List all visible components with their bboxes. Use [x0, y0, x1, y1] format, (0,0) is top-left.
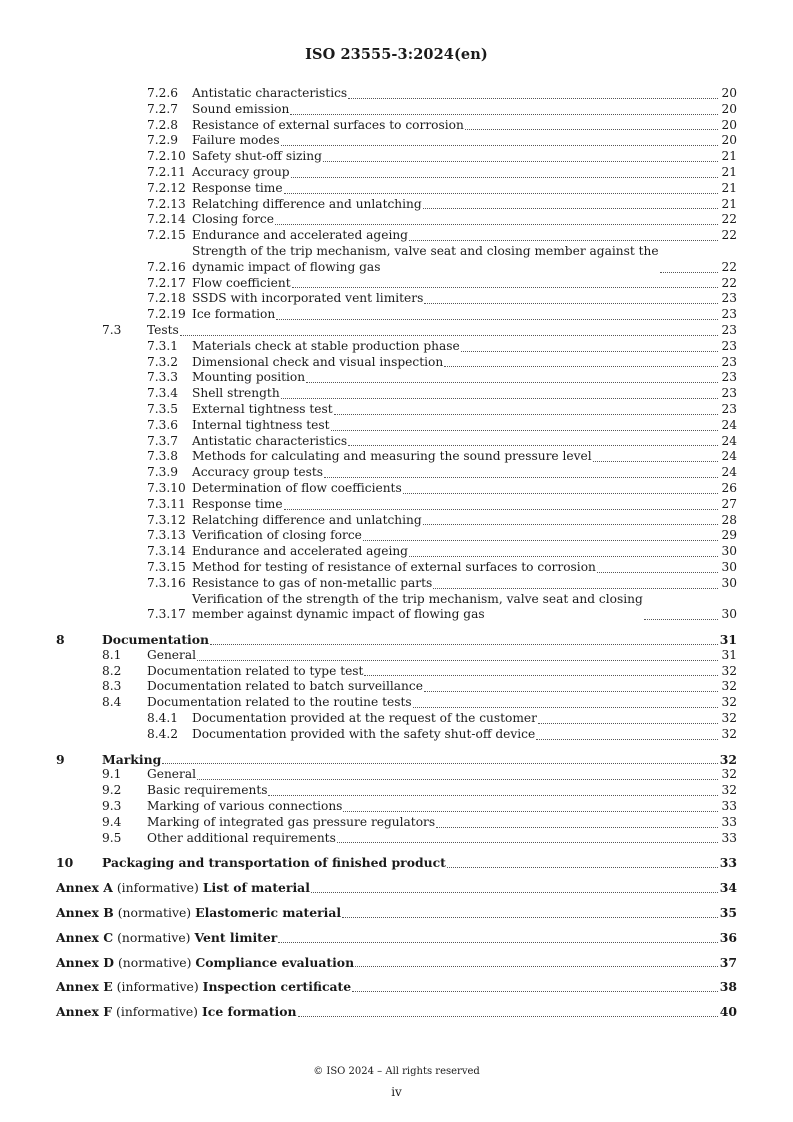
dot-leader	[276, 318, 718, 320]
toc-entry-title	[192, 592, 643, 624]
toc-entry[interactable]	[56, 752, 737, 768]
toc-entry-page: 24	[721, 433, 737, 448]
toc-entry[interactable]	[56, 402, 737, 418]
toc-entry-page: 27	[721, 496, 737, 511]
toc-entry[interactable]	[56, 528, 737, 544]
toc-entry-number: 7.2.12	[147, 180, 186, 195]
toc-entry-page: 33	[721, 830, 737, 845]
toc-entry-title: Marking	[102, 751, 162, 767]
toc-entry-title: Endurance and accelerated ageing	[192, 228, 408, 243]
toc-entry-number: 7.2.6	[147, 86, 179, 100]
annex-type: (normative)	[117, 929, 191, 945]
toc-entry-title: Relatching difference and unlatching	[192, 512, 422, 527]
dot-leader	[423, 207, 718, 209]
dot-leader	[364, 674, 718, 676]
toc-entry-number: 9.1	[102, 767, 122, 782]
toc-entry-number: 7.3.11	[147, 496, 186, 511]
toc-entry-title: Ice formation	[202, 1004, 297, 1020]
annex-label: Annex B	[56, 905, 114, 921]
toc-entry-page: 33	[721, 814, 737, 829]
toc-entry-number: 8.4	[102, 695, 122, 710]
toc-entry[interactable]	[56, 133, 737, 149]
page-number: iv	[391, 1085, 402, 1099]
toc-annex-entry[interactable]	[56, 955, 737, 971]
toc-entry[interactable]	[56, 664, 737, 680]
toc-entry[interactable]	[56, 815, 737, 831]
toc-entry-number: 7.3.6	[147, 417, 179, 432]
toc-entry-title: List of material	[202, 880, 310, 896]
toc-entry-title: Materials check at stable production phase	[192, 338, 460, 353]
toc-entry-number: 7.2.7	[147, 101, 179, 116]
toc-entry-page: 24	[721, 449, 737, 464]
toc-entry[interactable]	[56, 212, 737, 228]
dot-leader	[284, 192, 718, 194]
toc-entry-page: 32	[721, 711, 737, 726]
dot-leader	[323, 160, 718, 162]
toc-entry-title: Closing force	[192, 212, 274, 227]
toc-entry-title: Response time	[192, 496, 283, 511]
toc-entry[interactable]	[56, 481, 737, 497]
toc-entry[interactable]	[56, 560, 737, 576]
toc-entry-page: 37	[719, 954, 737, 970]
toc-entry-number: 8	[56, 632, 65, 648]
toc-entry-page: 23	[721, 370, 737, 385]
dot-leader	[424, 302, 718, 304]
toc-entry-page: 21	[721, 164, 737, 179]
toc-entry-page: 20	[721, 133, 737, 148]
toc-entry-number: 7.2.15	[147, 228, 186, 243]
toc-entry-page: 23	[721, 338, 737, 353]
toc-entry-page: 22	[721, 275, 737, 290]
toc-entry-page: 23	[721, 401, 737, 416]
toc-entry-page: 33	[721, 799, 737, 814]
toc-entry[interactable]	[56, 339, 737, 355]
dot-leader	[268, 794, 718, 796]
table-of-contents	[56, 86, 737, 1020]
toc-entry-page: 23	[721, 291, 737, 306]
toc-entry[interactable]	[56, 799, 737, 815]
toc-entry-title-line: Verification of the strength of the trip mechanism, valve seat and closing	[192, 591, 643, 606]
toc-entry-page: 29	[721, 528, 737, 543]
toc-entry-page: 30	[721, 575, 737, 590]
toc-annex-entry[interactable]	[56, 930, 737, 946]
dot-leader	[298, 1015, 718, 1017]
toc-entry-title: Accuracy group tests	[192, 465, 323, 480]
dot-leader	[536, 738, 718, 740]
toc-entry[interactable]	[56, 276, 737, 292]
toc-entry-page: 30	[721, 607, 737, 622]
dot-leader	[348, 97, 718, 99]
dot-leader	[538, 722, 718, 724]
dot-leader	[291, 176, 718, 178]
toc-entry-title: Packaging and transportation of finished product	[102, 855, 446, 871]
toc-entry-number: 7.2.13	[147, 196, 186, 211]
toc-entry-page: 30	[721, 544, 737, 559]
toc-entry-number: 7.3.7	[147, 433, 179, 448]
toc-entry[interactable]	[56, 118, 737, 134]
toc-entry-page: 35	[719, 905, 737, 921]
toc-entry[interactable]	[56, 592, 737, 624]
toc-entry-title: External tightness test	[192, 401, 333, 416]
dot-leader	[311, 891, 718, 893]
toc-entry-page: 23	[721, 386, 737, 401]
toc-entry-page: 32	[721, 726, 737, 741]
toc-entry[interactable]	[56, 727, 737, 743]
toc-entry[interactable]	[56, 648, 737, 664]
toc-entry-page: 20	[721, 86, 737, 100]
toc-entry-number: 7.3.1	[147, 338, 179, 353]
toc-entry-title: Ice formation	[192, 307, 276, 322]
dot-leader	[660, 271, 718, 273]
toc-entry-title: Response time	[192, 180, 283, 195]
toc-entry-number: 7.3.10	[147, 480, 186, 495]
toc-entry[interactable]	[56, 370, 737, 386]
toc-entry-page: 33	[719, 855, 737, 871]
toc-entry-number: 10	[56, 855, 74, 871]
toc-entry-title: Determination of flow coefficients	[192, 480, 402, 495]
toc-entry[interactable]	[56, 497, 737, 513]
toc-entry[interactable]	[56, 181, 737, 197]
toc-entry[interactable]	[56, 386, 737, 402]
toc-entry-title: Resistance of external surfaces to corrosion	[192, 117, 464, 132]
toc-entry[interactable]	[56, 307, 737, 323]
toc-entry-page: 21	[721, 149, 737, 164]
dot-leader	[352, 990, 718, 992]
toc-entry-number: 8.2	[102, 663, 122, 678]
toc-entry-number: 7.3.8	[147, 449, 179, 464]
dot-leader	[197, 778, 718, 780]
toc-entry-number: 7.3.14	[147, 544, 186, 559]
toc-entry-page: 32	[721, 679, 737, 694]
dot-leader	[278, 941, 718, 943]
toc-entry-number: 9.4	[102, 814, 122, 829]
toc-entry-number: 7.3.15	[147, 559, 186, 574]
toc-entry-title: Basic requirements	[147, 783, 268, 798]
annex-label: Annex F	[56, 1004, 113, 1020]
toc-entry-page: 40	[719, 1004, 737, 1020]
dot-leader	[644, 618, 718, 620]
toc-entry-number: 8.3	[102, 679, 122, 694]
dot-leader	[355, 965, 718, 967]
dot-leader	[334, 413, 718, 415]
annex-label: Annex C	[56, 929, 114, 945]
toc-entry-page: 28	[721, 512, 737, 527]
dot-leader	[403, 492, 718, 494]
toc-entry-number: 9.2	[102, 783, 122, 798]
toc-entry-title: Accuracy group	[192, 164, 290, 179]
toc-entry-number: 7.3.13	[147, 528, 186, 543]
toc-entry-title: Tests	[147, 322, 179, 337]
dot-leader	[597, 571, 718, 573]
toc-entry-number: 8.4.2	[147, 726, 179, 741]
dot-leader	[292, 286, 718, 288]
toc-entry-title: Marking of integrated gas pressure regulators	[147, 814, 436, 829]
toc-entry[interactable]	[56, 244, 737, 276]
dot-leader	[409, 555, 718, 557]
toc-entry-page: 32	[721, 767, 737, 782]
dot-leader	[465, 128, 718, 130]
dot-leader	[331, 429, 718, 431]
toc-entry-title: Shell strength	[192, 386, 280, 401]
toc-entry-page: 23	[721, 322, 737, 337]
annex-type: (informative)	[116, 880, 199, 896]
toc-entry[interactable]	[56, 102, 737, 118]
annex-type: (informative)	[116, 1004, 199, 1020]
toc-entry-title: Dimensional check and visual inspection	[192, 354, 444, 369]
toc-entry-number: 7.3.12	[147, 512, 186, 527]
toc-entry-page: 38	[719, 979, 737, 995]
toc-entry-page: 22	[721, 259, 737, 274]
toc-entry-title: Documentation	[102, 632, 210, 648]
toc-entry[interactable]	[56, 165, 737, 181]
toc-entry-title: Antistatic characteristics	[192, 86, 348, 100]
toc-entry-page: 22	[721, 228, 737, 243]
toc-entry-page: 34	[719, 880, 737, 896]
toc-entry-number: 7.3.16	[147, 575, 186, 590]
dot-leader	[281, 397, 718, 399]
toc-entry[interactable]	[56, 149, 737, 165]
toc-entry-title: Verification of closing force	[192, 528, 362, 543]
toc-entry[interactable]	[56, 197, 737, 213]
toc-entry-title: Mounting position	[192, 370, 306, 385]
annex-type: (normative)	[117, 954, 192, 970]
toc-entry-number: 7.2.10	[147, 149, 186, 164]
dot-leader	[363, 539, 718, 541]
toc-entry-number: 8.4.1	[147, 711, 179, 726]
dot-leader	[593, 460, 718, 462]
dot-leader	[343, 810, 718, 812]
toc-entry-page: 23	[721, 354, 737, 369]
toc-entry[interactable]	[56, 355, 737, 371]
toc-entry[interactable]	[56, 576, 737, 592]
toc-entry-title: Documentation related to type test	[147, 663, 364, 678]
toc-entry-title-line: Strength of the trip mechanism, valve seat and closing member against the	[192, 243, 659, 258]
toc-entry-title: Endurance and accelerated ageing	[192, 544, 408, 559]
toc-entry-title: Method for testing of resistance of external surfaces to corrosion	[192, 559, 596, 574]
toc-entry-page: 24	[721, 417, 737, 432]
toc-entry-title: Vent limiter	[194, 929, 278, 945]
toc-entry[interactable]	[56, 783, 737, 799]
toc-entry-page: 32	[721, 783, 737, 798]
toc-entry[interactable]	[56, 632, 737, 648]
dot-leader	[342, 916, 718, 918]
toc-entry-title: Other additional requirements	[147, 830, 336, 845]
copyright-notice: © ISO 2024 – All rights reserved	[313, 1066, 480, 1077]
toc-entry-number: 7.2.18	[147, 291, 186, 306]
toc-entry[interactable]	[56, 767, 737, 783]
toc-entry-title: Failure modes	[192, 133, 280, 148]
annex-label: Annex D	[56, 954, 114, 970]
dot-leader	[424, 690, 718, 692]
toc-annex-entry[interactable]	[56, 905, 737, 921]
toc-entry-page: 32	[721, 695, 737, 710]
dot-leader	[324, 476, 718, 478]
toc-entry-title: Marking of various connections	[147, 799, 343, 814]
toc-entry-number: 7.3.4	[147, 386, 179, 401]
dot-leader	[162, 762, 718, 764]
toc-entry[interactable]	[56, 544, 737, 560]
dot-leader	[444, 365, 718, 367]
toc-entry-number: 7.3.3	[147, 370, 179, 385]
toc-entry-number: 9.3	[102, 799, 122, 814]
toc-entry-title: Internal tightness test	[192, 417, 330, 432]
toc-entry[interactable]	[56, 695, 737, 711]
toc-entry[interactable]	[56, 513, 737, 529]
toc-entry-title: Documentation related to the routine tests	[147, 695, 412, 710]
toc-entry[interactable]	[56, 449, 737, 465]
toc-entry-number: 7.3.5	[147, 401, 179, 416]
toc-entry-title-line: member against dynamic impact of flowing gas	[192, 607, 485, 622]
toc-entry-page: 26	[721, 480, 737, 495]
toc-entry-title: Documentation provided with the safety shut-off device	[192, 726, 536, 741]
toc-entry-number: 7.2.14	[147, 212, 186, 227]
toc-entry-title: Resistance to gas of non-metallic parts	[192, 575, 433, 590]
dot-leader	[284, 508, 718, 510]
toc-entry-title: Methods for calculating and measuring the sound pressure level	[192, 449, 592, 464]
toc-entry-title: Safety shut-off sizing	[192, 149, 322, 164]
toc-entry-page: 23	[721, 307, 737, 322]
toc-entry-page: 22	[721, 212, 737, 227]
toc-entry[interactable]	[56, 711, 737, 727]
dot-leader	[409, 239, 718, 241]
dot-leader	[306, 381, 718, 383]
toc-entry[interactable]	[56, 86, 737, 102]
dot-leader	[210, 643, 718, 645]
toc-entry-number: 7.2.9	[147, 133, 179, 148]
toc-entry-number: 7.2.11	[147, 164, 186, 179]
dot-leader	[433, 587, 718, 589]
toc-entry-number: 7.2.19	[147, 307, 186, 322]
toc-entry[interactable]	[56, 418, 737, 434]
dot-leader	[290, 113, 718, 115]
toc-entry-number: 7.3.2	[147, 354, 179, 369]
toc-annex-entry[interactable]	[56, 1004, 737, 1020]
toc-entry-number: 7.3.17	[147, 607, 186, 622]
toc-entry-page: 20	[721, 117, 737, 132]
dot-leader	[461, 350, 718, 352]
dot-leader	[281, 144, 718, 146]
toc-entry-page: 21	[721, 196, 737, 211]
toc-entry-number: 7.3	[102, 322, 122, 337]
toc-entry[interactable]	[56, 465, 737, 481]
toc-entry-number: 7.2.16	[147, 259, 186, 274]
toc-entry-title: Sound emission	[192, 101, 290, 116]
toc-entry-title: General	[147, 647, 196, 662]
dot-leader	[436, 826, 718, 828]
toc-entry-page: 31	[721, 647, 737, 662]
toc-entry-title: General	[147, 767, 196, 782]
toc-entry-page: 31	[719, 632, 737, 648]
toc-entry-title: Elastomeric material	[195, 905, 342, 921]
toc-annex-entry[interactable]	[56, 979, 737, 995]
toc-entry-page: 32	[719, 751, 737, 767]
toc-entry-number: 9.5	[102, 830, 122, 845]
toc-entry[interactable]	[56, 323, 737, 339]
toc-entry-number: 7.3.9	[147, 465, 179, 480]
annex-label: Annex E	[56, 979, 113, 995]
dot-leader	[423, 523, 718, 525]
toc-entry[interactable]	[56, 831, 737, 847]
toc-entry-title: SSDS with incorporated vent limiters	[192, 291, 424, 306]
dot-leader	[275, 223, 718, 225]
toc-entry[interactable]	[56, 679, 737, 695]
toc-entry-page: 32	[721, 663, 737, 678]
toc-entry-title: Flow coefficient	[192, 275, 291, 290]
toc-entry-page: 30	[721, 559, 737, 574]
toc-entry-number: 7.2.8	[147, 117, 179, 132]
toc-entry-page: 36	[719, 929, 737, 945]
toc-entry-title: Antistatic characteristics	[192, 433, 348, 448]
toc-entry[interactable]	[56, 228, 737, 244]
dot-leader	[348, 444, 718, 446]
toc-entry-title: Documentation provided at the request of the customer	[192, 711, 537, 726]
annex-type: (informative)	[116, 979, 199, 995]
annex-label: Annex A	[56, 880, 113, 896]
toc-entry-page: 24	[721, 465, 737, 480]
toc-annex-entry[interactable]	[56, 880, 737, 896]
toc-entry-title: Documentation related to batch surveillance	[147, 679, 423, 694]
dot-leader	[180, 334, 718, 336]
toc-entry-page: 20	[721, 101, 737, 116]
toc-entry-title: Compliance evaluation	[195, 954, 355, 970]
toc-entry[interactable]	[56, 855, 737, 871]
toc-entry-number: 7.2.17	[147, 275, 186, 290]
toc-entry-number: 9	[56, 751, 65, 767]
dot-leader	[413, 706, 718, 708]
toc-entry-title-line: dynamic impact of flowing gas	[192, 259, 381, 274]
dot-leader	[197, 659, 718, 661]
toc-entry[interactable]	[56, 291, 737, 307]
toc-entry-number: 8.1	[102, 647, 122, 662]
toc-entry-title	[192, 244, 659, 276]
annex-type: (normative)	[117, 905, 192, 921]
toc-entry-title: Inspection certificate	[202, 979, 352, 995]
dot-leader	[447, 866, 718, 868]
toc-entry-page: 21	[721, 180, 737, 195]
document-header: ISO 23555-3:2024(en)	[305, 46, 488, 63]
toc-entry-title: Relatching difference and unlatching	[192, 196, 422, 211]
toc-entry[interactable]	[56, 434, 737, 450]
dot-leader	[337, 841, 718, 843]
